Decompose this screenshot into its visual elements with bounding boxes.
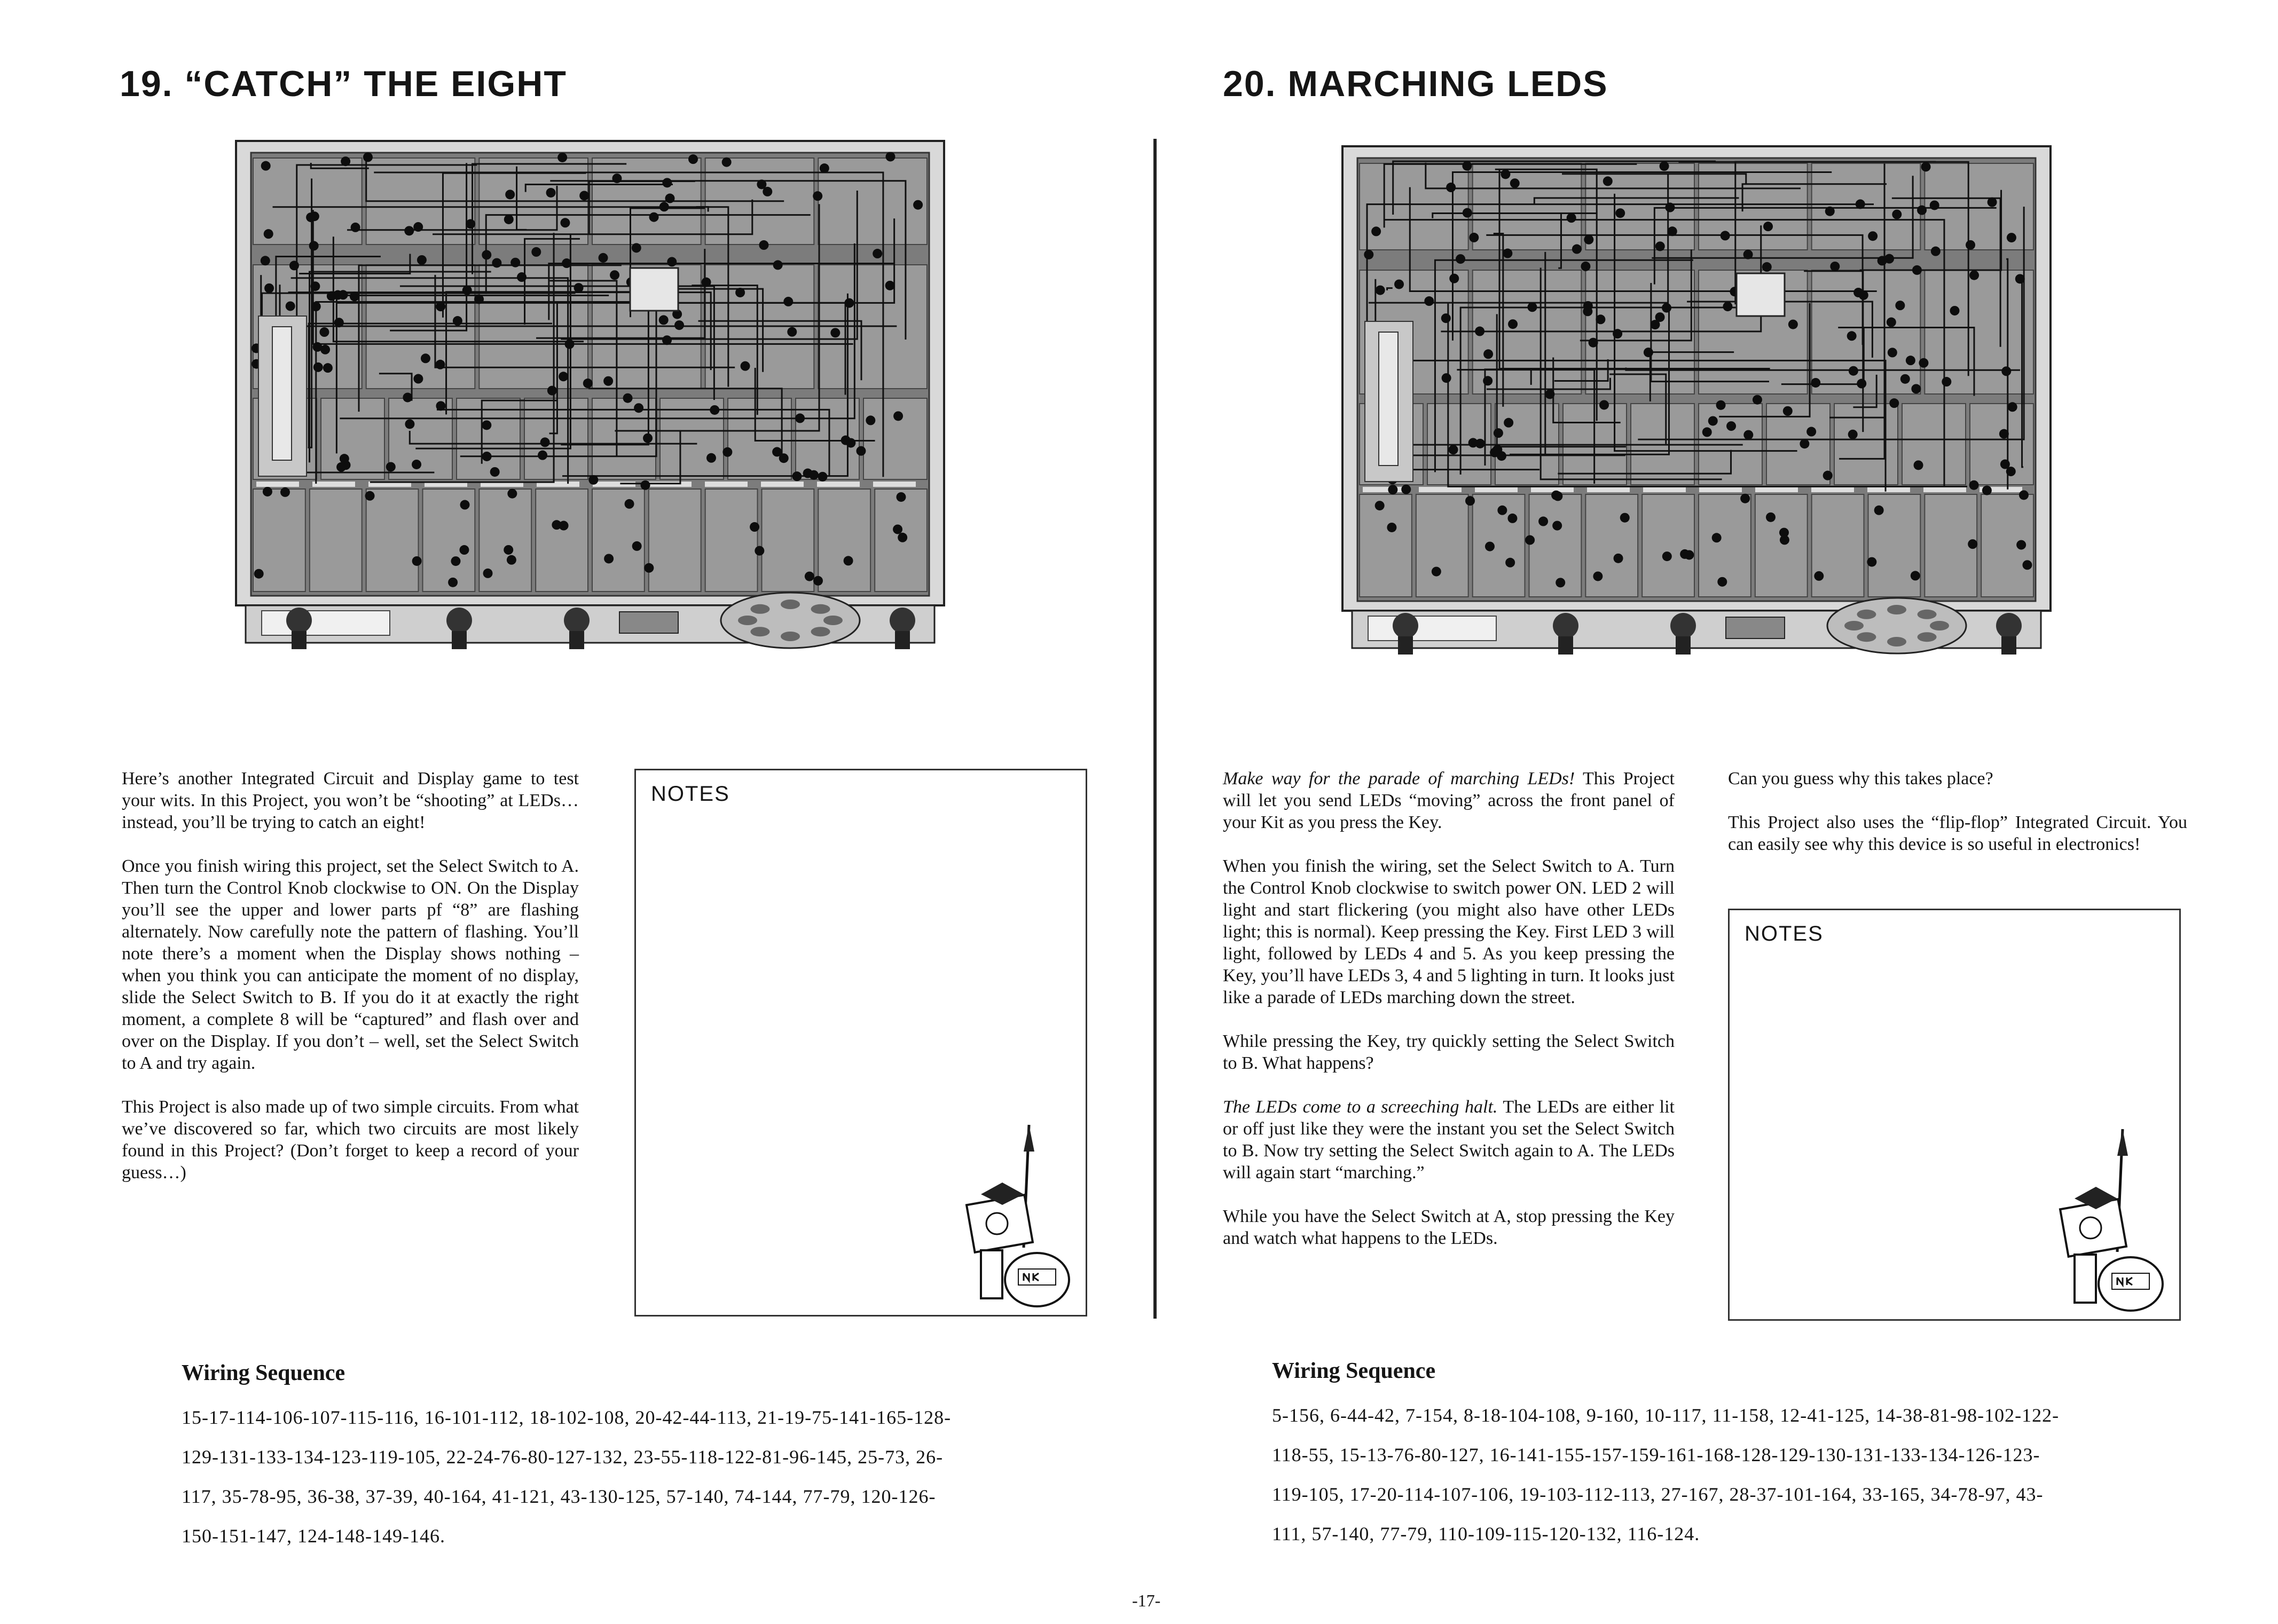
project-20-description [1223, 768, 1675, 1271]
paragraph-rest: The LEDs are either lit or off just like they were the instant you set the Select Switch to B. Now try setting the Select Switch again to A. The LEDs will again start “marching.” [1223, 1097, 1675, 1182]
page-divider [1153, 139, 1157, 1319]
kit-wiring-diagram-19 [235, 140, 945, 652]
right-page [1159, 0, 2278, 1624]
paragraph: Once you finish wiring this project, set the Select Switch to A. Then turn the Control Knob clockwise to ON. On the Display you’ll see the upper and lower parts pf “8” are flashing alternately. Now carefully note the pattern of flashing. You’ll note there’s a moment when the Display shows nothing – when you think you can anticipate the moment of no display, slide the Select Switch to B. If you do it at exactly the right moment, a complete 8 will be “captured” and flash over and over on the Display. If you don’t – well, set the Select Switch to A and try again. [122, 856, 579, 1073]
paragraph: When you finish the wiring, set the Select Switch to A. Turn the Control Knob clockwise to switch power ON. LED 2 will light and start flickering (you might also have other LEDs light; this is normal). Keep pressing the Key. First LED 3 will light, followed by LEDs 4 and 5. As you keep pressing the Key, you’ll have LEDs 3, 4 and 5 lighting in turn. It looks just like a parade of LEDs marching down the street. [1223, 856, 1675, 1007]
notes-label: NOTES [1745, 922, 1824, 945]
ink-bottle-mascot-illustration [2043, 1124, 2176, 1316]
paragraph: This Project also uses the “flip-flop” Integrated Circuit. You can easily see why this device is so useful in electronics! [1728, 813, 2187, 854]
paragraph-rest: This Project will let you send LEDs “moving” across the front panel of your Kit as you press the Key. [1223, 769, 1675, 832]
page-number: -17- [1132, 1591, 1161, 1610]
wiring-line: 129-131-133-134-123-119-105, 22-24-76-80-127-132, 23-55-118-122-81-96-145, 25-73, 26- [182, 1446, 944, 1468]
wiring-line: 5-156, 6-44-42, 7-154, 8-18-104-108, 9-160, 10-117, 11-158, 12-41-125, 14-38-81-98-102-122- [1272, 1405, 2060, 1426]
wiring-line: 118-55, 15-13-76-80-127, 16-141-155-157-159-161-168-128-129-130-131-133-134-126-123- [1272, 1444, 2040, 1465]
project-19-description [122, 768, 579, 1205]
paragraph: While you have the Select Switch at A, stop pressing the Key and watch what happens to the LEDs. [1223, 1207, 1675, 1248]
notes-label: NOTES [651, 782, 730, 806]
project-20-title: 20. MARCHING LEDS [1223, 64, 1608, 104]
wiring-line: 15-17-114-106-107-115-116, 16-101-112, 18-102-108, 20-42-44-113, 21-19-75-141-165-128- [182, 1407, 952, 1428]
wiring-sequence-title: Wiring Sequence [1272, 1359, 1436, 1383]
wiring-sequence-19 [182, 1398, 951, 1556]
wiring-sequence-title: Wiring Sequence [182, 1361, 345, 1385]
italic-lead: The LEDs come to a screeching halt. [1223, 1097, 1498, 1117]
wiring-line: 150-151-147, 124-148-149-146. [182, 1525, 445, 1547]
ink-bottle-mascot-illustration [949, 1120, 1082, 1312]
wiring-line: 111, 57-140, 77-79, 110-109-115-120-132, 116-124. [1272, 1523, 1700, 1544]
paragraph: This Project is also made up of two simple circuits. From what we’ve discovered so far, which two circuits are most likely found in this Project? (Don’t forget to keep a record of your guess…) [122, 1097, 579, 1182]
paragraph: Can you guess why this takes place? [1728, 769, 1993, 789]
notes-box [634, 769, 1087, 1316]
paragraph: While pressing the Key, try quickly setting the Select Switch to B. What happens? [1223, 1031, 1675, 1073]
wiring-sequence-20 [1272, 1396, 2059, 1554]
paragraph: Here’s another Integrated Circuit and Display game to test your wits. In this Project, you won’t be “shooting” at LEDs… instead, you’ll be trying to catch an eight! [122, 769, 579, 832]
italic-lead: Make way for the parade of marching LEDs! [1223, 769, 1575, 789]
paragraph [1223, 768, 1675, 833]
kit-wiring-diagram-20 [1341, 145, 2052, 658]
wiring-line: 119-105, 17-20-114-107-106, 19-103-112-113, 27-167, 28-37-101-164, 33-165, 34-78-97, 43- [1272, 1484, 2044, 1505]
notes-box [1728, 909, 2181, 1321]
project-20-side-text [1728, 768, 2187, 877]
wiring-line: 117, 35-78-95, 36-38, 37-39, 40-164, 41-121, 43-130-125, 57-140, 74-144, 77-79, 120-126- [182, 1486, 936, 1507]
paragraph [1223, 1096, 1675, 1184]
project-19-title: 19. “CATCH” THE EIGHT [120, 64, 567, 104]
